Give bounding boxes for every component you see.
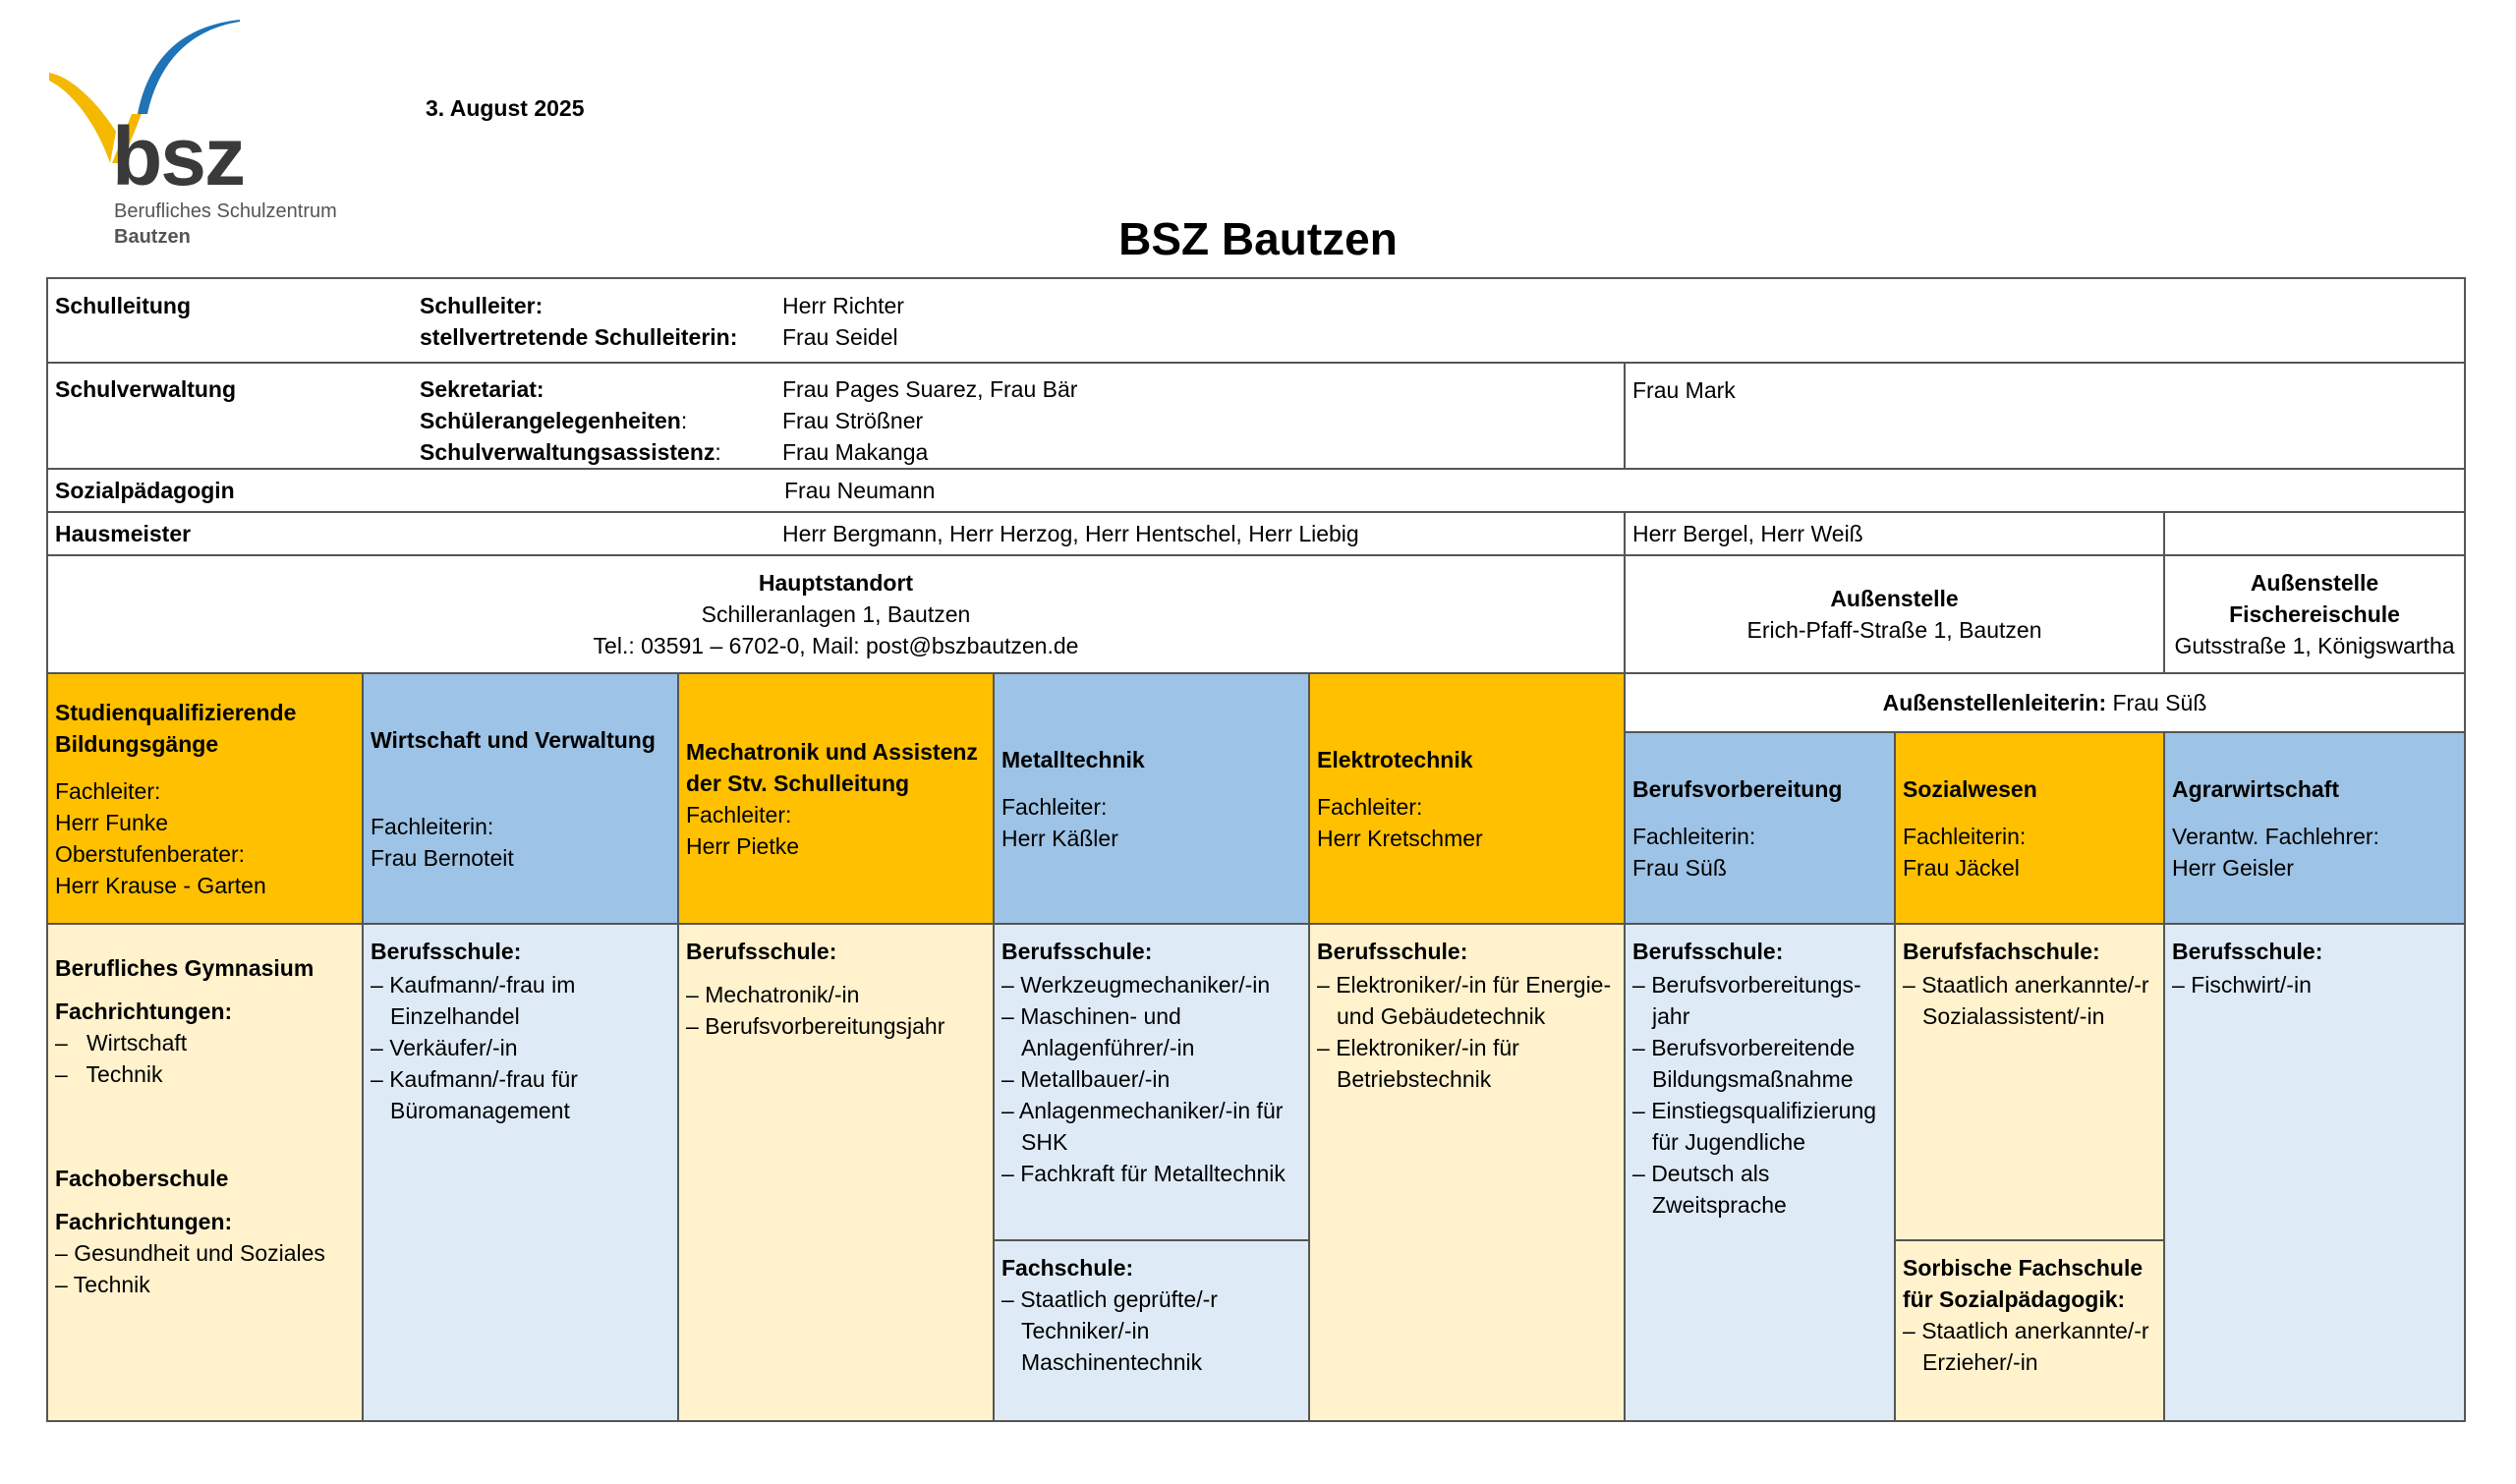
aussenleitung-label: Außenstellenleiterin: [1882, 690, 2107, 715]
offer-list [1317, 969, 1617, 1095]
offer-sozial-berufsfachschule [1895, 924, 2164, 1240]
offer-metall-fachschule [994, 1240, 1309, 1421]
person-name: Frau Strößner [782, 408, 924, 433]
dept-lead-label: Fachleiterin: [1903, 823, 2027, 849]
dept-lead-name: Herr Kretschmer [1317, 825, 1483, 851]
offer-item: – Staatlich anerkannte/-r Sozialassistent/-in [1903, 969, 2156, 1032]
dept-lead-label: Fachleiter: [55, 777, 161, 804]
offer-list [686, 979, 986, 1042]
offer-item: – Werkzeugmechaniker/-in [1001, 969, 1301, 1000]
offer-item: – Einstiegsqualifizierung für Jugendliche [1632, 1095, 1887, 1158]
offer-studienqualifizierend [47, 924, 363, 1421]
dept-title: Agrarwirtschaft [2172, 775, 2339, 802]
row-offerings-1 [47, 924, 2465, 1240]
dept-wirtschaft [363, 673, 678, 924]
offer-item: – Technik [55, 1269, 355, 1300]
dept-lead-label: Fachleiter: [1001, 793, 1108, 820]
offer-item: – Kaufmann/-frau im Einzelhandel [371, 969, 670, 1032]
row-schulverwaltung [47, 363, 2465, 469]
offer-berufsvorbereitung [1625, 924, 1895, 1421]
dept-extra-name: Herr Krause - Garten [55, 872, 266, 898]
person-name: Herr Richter [782, 293, 904, 318]
offer-item: – Elektroniker/-in für Energie- und Gebäudetechnik [1317, 969, 1617, 1032]
logo-city: Bautzen [114, 226, 191, 248]
schulleitung-names [782, 290, 904, 353]
offer-item: – Metallbauer/-in [1001, 1063, 1301, 1095]
dept-title: Wirtschaft und Verwaltung [371, 726, 656, 753]
dept-sozialwesen [1895, 732, 2164, 924]
offer-heading: Berufsfachschule: [1903, 939, 2100, 964]
logo-subtitle: Berufliches Schulzentrum [114, 200, 337, 222]
offer-item: – Gesundheit und Soziales [55, 1237, 355, 1269]
offer-list [1632, 969, 1887, 1221]
dept-lead-label: Fachleiter: [686, 801, 792, 828]
role-label: stellvertretende Schulleiterin: [420, 324, 738, 350]
dept-elektrotechnik [1309, 673, 1625, 924]
offer-item: – Staatlich anerkannte/-r Erzieher/-in [1903, 1315, 2156, 1378]
offer-list [2172, 969, 2457, 1000]
row-standorte [47, 555, 2465, 673]
dept-lead-name: Herr Geisler [2172, 854, 2294, 881]
schulleitung-label: Schulleitung [55, 293, 191, 318]
fischereischule [2164, 555, 2465, 673]
dept-berufsvorbereitung [1625, 732, 1895, 924]
schulverwaltung-roles [420, 373, 721, 468]
offer-metall-berufsschule [994, 924, 1309, 1240]
offer-item: – Elektroniker/-in für Betriebstechnik [1317, 1032, 1617, 1095]
org-table [46, 277, 2466, 1422]
role-sep: : [680, 408, 688, 433]
schulverwaltung-names [782, 373, 1077, 468]
dept-lead-name: Frau Jäckel [1903, 854, 2020, 881]
offer-heading: Berufsschule: [2172, 939, 2323, 964]
offer-item: – Berufsvorbereitende Bildungsmaßnahme [1632, 1032, 1887, 1095]
hausmeister-label: Hausmeister [55, 521, 192, 546]
dept-lead-name: Herr Käßler [1001, 825, 1118, 851]
offer-sorbische-fachschule [1895, 1240, 2164, 1421]
offer-subtitle: Fachrichtungen: [55, 999, 233, 1024]
sozial-label: Sozialpädagogin [55, 478, 235, 503]
dept-title: Metalltechnik [1001, 746, 1145, 772]
offer-item: – Technik [55, 1061, 163, 1087]
offer-list [1001, 1284, 1301, 1378]
dept-lead-label: Fachleiterin: [1632, 823, 1756, 849]
offer-item: – Fischwirt/-in [2172, 969, 2457, 1000]
hausmeister-branch: Herr Bergel, Herr Weiß [1625, 512, 2164, 555]
document-date: 3. August 2025 [426, 95, 585, 121]
offer-item: – Wirtschaft [55, 1030, 188, 1056]
aussenstelle [1625, 555, 2164, 673]
offer-item: – Anlagenmechaniker/-in für SHK [1001, 1095, 1301, 1158]
offer-title: Fachoberschule [55, 1166, 229, 1191]
offer-wirtschaft [363, 924, 678, 1421]
offer-heading: Berufsschule: [1001, 939, 1153, 964]
offer-heading: Sorbische Fachschule für Sozialpädagogik: [1903, 1255, 2144, 1312]
dept-lead-name: Frau Bernoteit [371, 844, 514, 871]
dept-metalltechnik [994, 673, 1309, 924]
offer-item: – Maschinen- und Anlagenführer/-in [1001, 1000, 1301, 1063]
hauptstandort [47, 555, 1625, 673]
person-name: Frau Makanga [782, 439, 929, 465]
hauptstandort-contact: Tel.: 03591 – 6702-0, Mail: post@bszbautzen.de [593, 633, 1079, 658]
offer-item: – Berufsvorbereitungs-jahr [1632, 969, 1887, 1032]
dept-agrarwirtschaft [2164, 732, 2465, 924]
hauptstandort-address: Schilleranlagen 1, Bautzen [701, 601, 971, 627]
dept-title: Mechatronik und Assistenz der Stv. Schulleitung [686, 738, 978, 796]
dept-lead-label: Fachleiterin: [371, 813, 494, 839]
row-aussenleitung [47, 673, 2465, 732]
role-label: Schulverwaltungsassistenz [420, 439, 715, 465]
offer-heading: Berufsschule: [371, 939, 522, 964]
role-sep: : [715, 439, 721, 465]
dept-lead-label: Verantw. Fachlehrer: [2172, 823, 2379, 849]
dept-lead-name: Frau Süß [1632, 854, 1727, 881]
offer-item: – Mechatronik/-in [686, 979, 986, 1010]
dept-title: Sozialwesen [1903, 775, 2037, 802]
role-label: Sekretariat: [420, 376, 544, 402]
schulleitung-roles [420, 290, 737, 353]
offer-heading: Fachschule: [1001, 1255, 1134, 1281]
schulverwaltung-extra: Frau Mark [1625, 363, 2465, 469]
offer-item: – Deutsch als Zweitsprache [1632, 1158, 1887, 1221]
offer-subtitle: Fachrichtungen: [55, 1209, 233, 1234]
schulverwaltung-label: Schulverwaltung [55, 376, 237, 402]
dept-extra-label: Oberstufenberater: [55, 840, 246, 867]
aussenleitung-name: Frau Süß [2112, 690, 2207, 715]
row-schulleitung [47, 278, 2465, 363]
offer-list [1001, 969, 1301, 1189]
fischerei-title-1: Außenstelle [2250, 570, 2379, 596]
bsz-logo-wordmark: bsz [112, 110, 245, 202]
offer-item: – Verkäufer/-in [371, 1032, 670, 1063]
role-label: Schulleiter: [420, 293, 543, 318]
role-label: Schülerangelegenheiten [420, 408, 681, 433]
offer-mechatronik [678, 924, 994, 1421]
hausmeister-main: Herr Bergmann, Herr Herzog, Herr Hentschel, Herr Liebig [782, 521, 1359, 546]
aussenstelle-title: Außenstelle [1830, 586, 1959, 611]
offer-heading: Berufsschule: [1632, 939, 1784, 964]
dept-mechatronik [678, 673, 994, 924]
offer-elektrotechnik [1309, 924, 1625, 1421]
offer-title: Berufliches Gymnasium [55, 955, 314, 981]
offer-heading: Berufsschule: [1317, 939, 1468, 964]
aussenstelle-address: Erich-Pfaff-Straße 1, Bautzen [1746, 617, 2042, 643]
offer-agrarwirtschaft [2164, 924, 2465, 1421]
offer-list [1903, 969, 2156, 1032]
dept-lead-name: Herr Funke [55, 809, 169, 835]
offer-item: – Fachkraft für Metalltechnik [1001, 1158, 1301, 1189]
offer-item: – Berufsvorbereitungsjahr [686, 1010, 986, 1042]
hausmeister-fischerei [2164, 512, 2465, 555]
fischerei-title-2: Fischereischule [2229, 601, 2400, 627]
dept-title: Berufsvorbereitung [1632, 775, 1843, 802]
offer-list [55, 1237, 355, 1300]
row-sozialpaedagogin [47, 469, 2465, 512]
offer-heading: Berufsschule: [686, 939, 837, 964]
offer-list [1903, 1315, 2156, 1378]
dept-title: Studienqualifizierende Bildungsgänge [55, 699, 297, 757]
aussenstellenleitung [1625, 673, 2465, 732]
person-name: Frau Pages Suarez, Frau Bär [782, 376, 1078, 402]
dept-title: Elektrotechnik [1317, 746, 1473, 772]
dept-lead-label: Fachleiter: [1317, 793, 1423, 820]
dept-studienqualifizierend [47, 673, 363, 924]
sozial-name: Frau Neumann [784, 478, 936, 503]
row-hausmeister [47, 512, 2465, 555]
page-title: BSZ Bautzen [1118, 213, 1398, 264]
offer-list [371, 969, 670, 1126]
dept-lead-name: Herr Pietke [686, 832, 800, 859]
hauptstandort-title: Hauptstandort [758, 570, 914, 596]
offer-item: – Staatlich geprüfte/-r Techniker/-in Maschinentechnik [1001, 1284, 1301, 1378]
person-name: Frau Seidel [782, 324, 898, 350]
offer-item: – Kaufmann/-frau für Büromanagement [371, 1063, 670, 1126]
fischerei-address: Gutsstraße 1, Königswartha [2174, 633, 2455, 658]
